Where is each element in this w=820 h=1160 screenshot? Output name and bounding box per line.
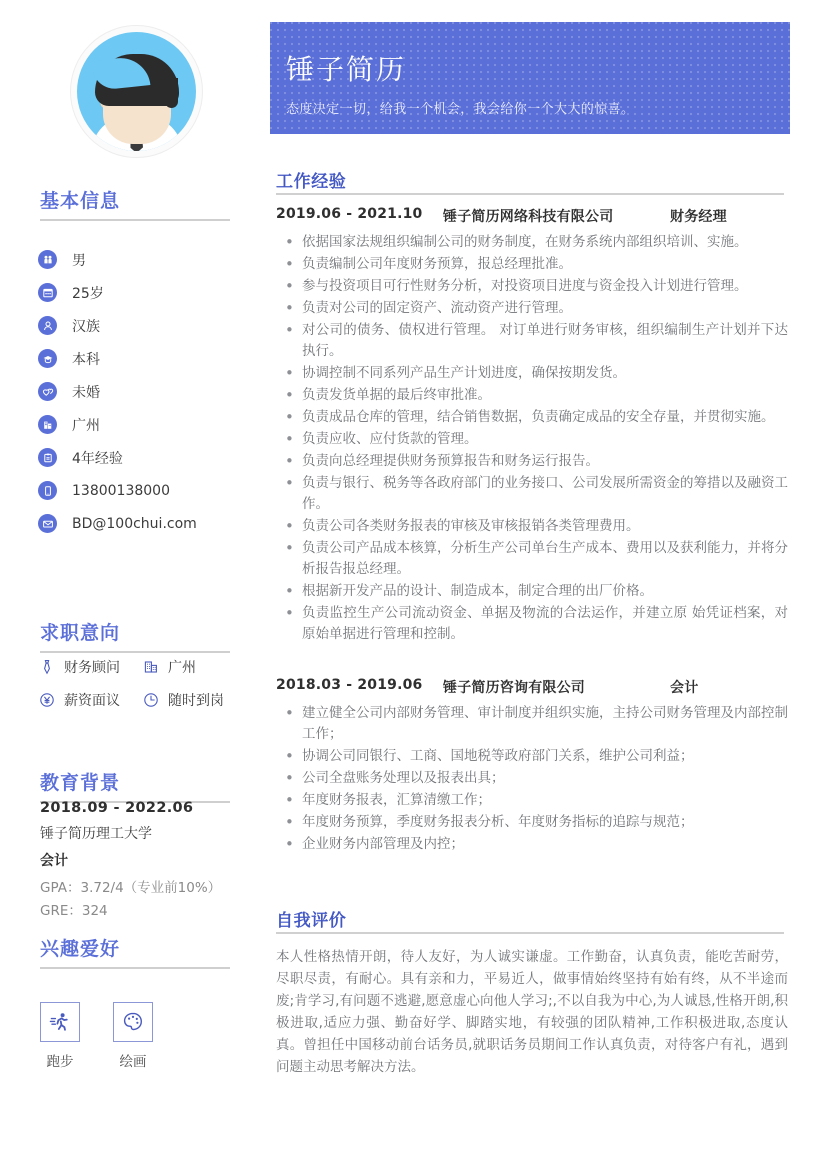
avatar-sideburn: [165, 78, 178, 108]
list-item: • 公司全盘账务处理以及报表出具；: [276, 768, 788, 789]
list-item: [38, 243, 258, 276]
list-item-label: 随时到岗: [168, 692, 224, 709]
list-item: • 年度财务报表，汇算清缴工作；: [276, 790, 788, 811]
job-bullets-1: [276, 703, 788, 856]
job-header: [276, 677, 784, 697]
list-item-label: 未婚: [72, 384, 100, 401]
list-item-label: 汉族: [72, 318, 100, 335]
list-item: [142, 690, 224, 710]
list-item: [38, 690, 142, 710]
person-icon: [38, 316, 57, 335]
list-item-label: 13800138000: [72, 482, 170, 499]
list-item: • 负责与银行、税务等各政府部门的业务接口、公司发展所需资金的筹措以及融资工作。: [276, 473, 788, 515]
education-major: 会计: [40, 853, 68, 869]
header-banner: [270, 22, 790, 134]
list-item: • 协调公司同银行、工商、国地税等政府部门关系，维护公司利益；: [276, 746, 788, 767]
clock-icon: [142, 691, 160, 709]
gender-icon: [38, 250, 57, 269]
hearts-icon: [38, 382, 57, 401]
list-item-label: 广州: [72, 417, 100, 434]
list-item: [38, 309, 258, 342]
job-company: 锤子简历网络科技有限公司: [443, 209, 614, 225]
calendar-icon: [38, 283, 57, 302]
list-item: • 负责成品仓库的管理，结合销售数据，负责确定成品的安全存量，并贯彻实施。: [276, 407, 788, 428]
self-evaluation-text: 本人性格热情开朗，待人友好，为人诚实谦虚。工作勤奋，认真负责，能吃苦耐劳，尽职尽责，有耐心。具有亲和力，平易近人，做事情始终坚持有始有终，从不半途而废;肯学习,有问题不逃避,愿意虚心向他人学习;,不以自我为中心,为人诚恳,性格开朗,积极进取,适应力强、勤奋好学、脚踏实地，有较强的团队精神,工作积极进取,态度认真。曾担任中国移动前台话务员,就职话务员期间工作认真负责，对待客户有礼，遇到问题主动思考解决方法。: [276, 949, 788, 1075]
hobby-item: [113, 1002, 153, 1070]
page-subtitle: 态度决定一切，给我一个机会，我会给你一个大大的惊喜。: [286, 102, 635, 117]
education-entry: [40, 800, 250, 919]
list-item: [38, 474, 258, 507]
section-title-job-intention: 求职意向: [40, 622, 121, 644]
list-item: [38, 276, 258, 309]
clipboard-icon: [38, 448, 57, 467]
avatar-image: [77, 32, 196, 151]
list-item-label: BD@100chui.com: [72, 515, 197, 532]
list-item: • 根据新开发产品的设计、制造成本，制定合理的出厂价格。: [276, 581, 788, 602]
list-item: [38, 507, 258, 540]
job-title: 会计: [670, 680, 699, 696]
list-item-label: 男: [72, 252, 86, 269]
list-item-label: 薪资面议: [64, 692, 120, 709]
section-title-self-evaluation: 自我评价: [276, 911, 347, 931]
list-item: [38, 342, 258, 375]
list-item: • 协调控制不同系列产品生产计划进度，确保按期发货。: [276, 363, 788, 384]
section-title-hobbies: 兴趣爱好: [40, 938, 121, 960]
job-header: [276, 206, 784, 226]
list-item: [38, 657, 142, 677]
list-item: • 负责应收、应付货款的管理。: [276, 429, 788, 450]
building-icon: [38, 415, 57, 434]
hobby-item: [40, 1002, 80, 1070]
page-title: 锤子简历: [286, 53, 407, 86]
list-item: • 建立健全公司内部财务管理、审计制度并组织实施，主持公司财务管理及内部控制工作；: [276, 703, 788, 745]
education-gre: GRE：324: [40, 903, 108, 919]
list-item: [38, 375, 258, 408]
list-item: • 负责发货单据的最后终审批准。: [276, 385, 788, 406]
job-date: 2018.03 - 2019.06: [276, 677, 423, 693]
divider-work-experience: [276, 193, 784, 195]
list-item: • 负责公司各类财务报表的审核及审核报销各类管理费用。: [276, 516, 788, 537]
list-item: [38, 408, 258, 441]
list-item: • 对公司的债务、债权进行管理。 对订单进行财务审核，组织编制生产计划并下达执行。: [276, 320, 788, 362]
job-company: 锤子简历咨询有限公司: [443, 680, 585, 696]
list-item: • 负责监控生产公司流动资金、单据及物流的合法运作，并建立原 始凭证档案，对原始单据进行管理和控制。: [276, 603, 788, 645]
yuan-icon: [38, 691, 56, 709]
list-item: • 负责编制公司年度财务预算，报总经理批准。: [276, 254, 788, 275]
palette-icon: [113, 1002, 153, 1042]
avatar: [70, 25, 203, 158]
list-item-label: 财务顾问: [64, 659, 120, 676]
divider-basic-info: [40, 219, 230, 221]
hobbies-list: [40, 1002, 153, 1070]
job-intention-row: [38, 650, 258, 683]
education-date: 2018.09 - 2022.06: [40, 800, 194, 816]
job-date: 2019.06 - 2021.10: [276, 206, 423, 222]
education-school: 锤子简历理工大学: [40, 826, 152, 842]
sidebar: [0, 0, 270, 1160]
divider-hobbies: [40, 967, 230, 969]
list-item: • 企业财务内部管理及内控；: [276, 834, 788, 855]
list-item: • 负责向总经理提供财务预算报告和财务运行报告。: [276, 451, 788, 472]
hobby-label: 绘画: [119, 1054, 147, 1070]
list-item-label: 25岁: [72, 285, 104, 302]
list-item: • 负责公司产品成本核算，分析生产公司单台生产成本、费用以及获利能力，并将分析报告报总经理。: [276, 538, 788, 580]
divider-self-evaluation: [276, 932, 784, 934]
list-item: [142, 657, 196, 677]
section-title-basic-info: 基本信息: [40, 190, 121, 212]
list-item-label: 广州: [168, 659, 196, 676]
building-outline-icon: [142, 658, 160, 676]
graduation-cap-icon: [38, 349, 57, 368]
list-item: • 负责对公司的固定资产、流动资产进行管理。: [276, 298, 788, 319]
education-gpa: GPA：3.72/4（专业前10%）: [40, 880, 222, 896]
job-title: 财务经理: [670, 209, 727, 225]
job-intention-row: [38, 683, 258, 716]
section-title-work-experience: 工作经验: [276, 172, 347, 192]
phone-icon: [38, 481, 57, 500]
tie-icon: [38, 658, 56, 676]
main-content: [270, 0, 820, 1160]
basic-info-list: [38, 243, 258, 540]
list-item: • 依据国家法规组织编制公司的财务制度，在财务系统内部组织培训、实施。: [276, 232, 788, 253]
job-bullets-0: [276, 232, 788, 646]
envelope-icon: [38, 514, 57, 533]
list-item-label: 4年经验: [72, 450, 123, 467]
list-item: [38, 441, 258, 474]
list-item-label: 本科: [72, 351, 100, 368]
running-icon: [40, 1002, 80, 1042]
job-intention-list: [38, 650, 258, 716]
list-item: • 年度财务预算，季度财务报表分析、年度财务指标的追踪与规范；: [276, 812, 788, 833]
hobby-label: 跑步: [46, 1054, 74, 1070]
section-title-education: 教育背景: [40, 772, 121, 794]
list-item: • 参与投资项目可行性财务分析，对投资项目进度与资金投入计划进行管理。: [276, 276, 788, 297]
